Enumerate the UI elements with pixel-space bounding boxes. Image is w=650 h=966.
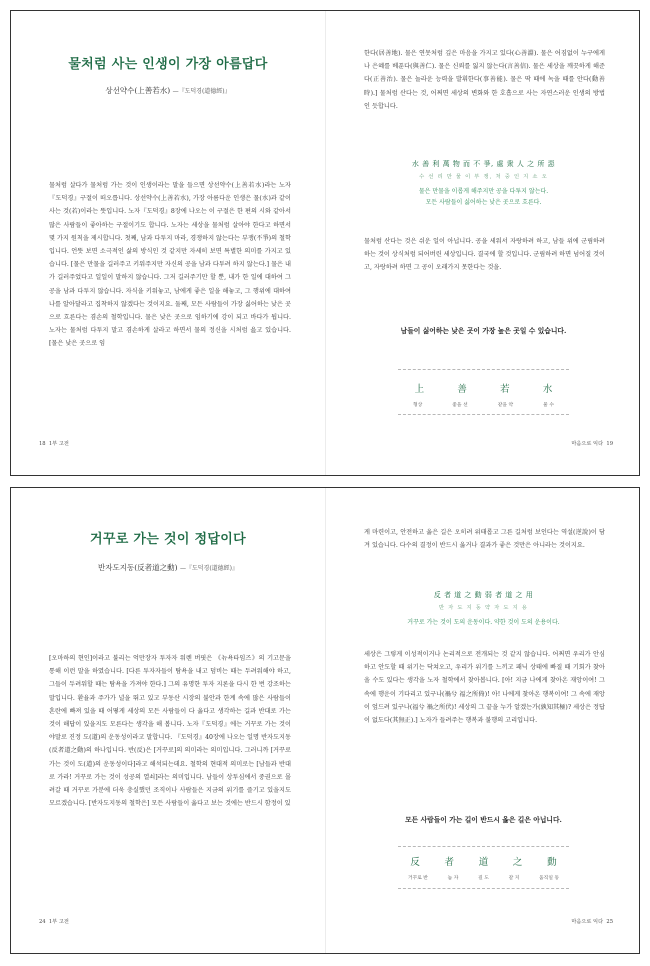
page-number: 19: [606, 441, 613, 447]
hanja-reading: 갈 지: [508, 876, 520, 881]
hanja-reading: 물 수: [543, 403, 554, 408]
quote-translation-line-1: 물은 만물을 이롭게 해주지만 공을 다투지 않는다.: [418, 188, 549, 195]
subtitle-text: 반자도지동(反者道之動): [97, 563, 178, 572]
divider-bottom: [398, 888, 569, 889]
quote-reading: 수 선 리 만 물 이 부 쟁, 처 중 인 지 소 오: [419, 174, 548, 180]
hanja-characters: [398, 381, 569, 395]
hanja-reading: 같을 약: [497, 403, 514, 408]
book-spread-2: [10, 487, 640, 954]
hanja-char: 水: [542, 384, 553, 395]
quote-block: [362, 159, 605, 208]
body-text-top: 게 마련이고, 안전하고 옳은 길은 오히려 위태롭고 그른 길처럼 보인다는 역설(逆說)이 담겨 있습니다. 다수의 결정이 반드시 옳거나 결과가 좋은 것만은 아니라는 것이지요.: [364, 529, 605, 550]
quote-translation: [362, 617, 605, 628]
book-spread-1: [10, 10, 640, 476]
quote-translation-line-1: 거꾸로 가는 것이 도의 운동이다. 약한 것이 도의 운용이다.: [407, 619, 560, 626]
quote-hanja: 水 善 利 萬 物 而 不 爭, 處 衆 人 之 所 惡: [411, 160, 556, 168]
subtitle-text: 상선약수(上善若水): [105, 86, 171, 95]
page-footer: [39, 440, 69, 447]
chapter-title: 물처럼 사는 인생이 가장 아름답다: [68, 57, 268, 72]
highlight-sentence: 모든 사람들이 가는 길이 반드시 옳은 길은 아닙니다.: [405, 816, 562, 824]
page-footer: [571, 918, 613, 925]
page-footer: [39, 918, 69, 925]
hanja-char: 者: [444, 857, 455, 868]
page-number: 25: [606, 919, 613, 925]
hanja-reading: 좋을 선: [452, 403, 468, 408]
hanja-char: 反: [410, 857, 420, 868]
highlight-sentence: 남들이 싫어하는 낮은 곳이 가장 높은 곳일 수 있습니다.: [400, 327, 567, 335]
hanja-readings: [398, 874, 569, 881]
page-number: 24: [39, 919, 46, 925]
hanja-char: 之: [512, 857, 523, 868]
chapter-subtitle: [11, 85, 325, 96]
hanja-char: 善: [457, 384, 467, 395]
quote-block: [362, 590, 605, 628]
divider-top: [398, 846, 569, 847]
quote-translation: [362, 186, 605, 208]
subtitle-source: —『도덕경(道德經)』: [179, 565, 239, 572]
page-18: [11, 11, 325, 475]
body-text: 물처럼 살다가 물처럼 가는 것이 인생이라는 말을 들으면 상선약수(上善若水)라는 노자『도덕경』구절이 떠오릅니다. 상선약수(上善若水), 가장 아름다운 인생은 물(水)과 같이 사는 것(若)이라는 뜻입니다. 노자『도덕경』8장에 나오는 이 구절은 한 편의 시와 같아서 많은 사람들이 좋아하는 구절이기도 합니다. 노자는 세상을 물처럼 살아야 한다고 하면서 몇 가지 원칙을 제시합니다. 첫째, 남과 다투지 마라, 경쟁하지 않는다는 부쟁(不爭)의 철학입니다. 언뜻 보면 소극적인 삶의 방식인 것 같지만 자세히 보면 특별한 의미를 가지고 있습니다. [물은 만물을 길러주고 키워주지만 자신의 공을 남과 다투려 하지 않는다.] 물은 내가 길러주었다고 일일이 말하지 않습니다. 그저 길러주기만 할 뿐, 내가 한 일에 대하여 그 공을 남과 다투지 않습니다. 자식을 키워놓고, 남에게 좋은 일을 해놓고, 그 행위에 대하여 나를 알아달라고 집착하지 않겠다는 것이지요. 둘째, 모든 사람들이 가장 싫어하는 낮은 곳으로 흐른다는 겸손의 철학입니다. 물은 낮은 곳으로 임하기에 강이 되고 바다가 됩니다. 노자는 물처럼 다투지 말고 겸손하게 살라고 하면서 물의 정신을 시처럼 읊고 있습니다. [물은 낮은 곳으로 임: [49, 182, 291, 348]
page-number: 18: [39, 441, 46, 447]
page-19: [326, 11, 641, 475]
hanja-reading: 거꾸로 반: [407, 876, 428, 881]
hanja-reading: 형상: [413, 403, 423, 408]
subtitle-source: —『도덕경(道德經)』: [172, 88, 231, 95]
body-text-middle: 물처럼 산다는 것은 쉬운 일이 아닙니다. 공을 세워서 자랑하려 하고, 남들 위에 군림하려 하는 것이 상식처럼 되어버린 세상입니다. 결국에 할 것입니다. 군림하려 하면 넘어질 것이고, 자랑하려 하면 그 공이 오래가지 못한다는 것을.: [364, 238, 605, 272]
quote-translation-line-2: 모든 사람들이 싫어하는 낮은 곳으로 흐른다.: [425, 199, 542, 206]
chapter-subtitle: [11, 562, 325, 573]
hanja-char: 上: [414, 384, 425, 395]
section-name: 1부 고전: [48, 919, 69, 925]
body-text: [오마하의 현인]이라고 불리는 억만장자 투자자 워렌 버핏은 《뉴욕타임즈》의 기고문을 통해 이런 말을 하였습니다. [다른 투자자들이 탐욕을 내고 덤비는 때는 두려워해야 하고, 그들이 두려워할 때는 탐욕을 가져야 한다.] 그의 유명한 투자 지론을 다시 한 번 강조하는 말입니다. 환율과 주가가 널을 뛰고 있고 부동산 시장의 불안과 한계 속에 많은 사람들이 혼란에 빠져 있을 때 어떻게 세상의 모든 사람들이 다 옳다고 생각하는 길과 반대로 가는 것이 해답이 있을지도 모른다는 생각을 해 봅니다. 노자『도덕경』에는 거꾸로 가는 것이야말로 진정 도(道)의 운동성이라고 말합니다. 『도덕경』40장에 나오는 일명 반자도지동(反者道之動)의 하나입니다. 반(反)은 [거꾸로]의 의미라는 의미입니다. 그러니까 [거꾸로 가는 것이 도(道)의 운동성이다]라고 해석되는데요. 철학의 현대적 의미로는 [남들과 반대로 가라! 거꾸로 가는 것이 성공의 열쇠]라는 의미입니다. 남들이 상투심에서 중권으로 몰려갈 때 거꾸로 가분에 더욱 충실했던 조직이나 사람들은 지금의 위기를 즐기고 있을지도 모르겠습니다. [반자도지동의 철학은] 모든 사람들이 옳다고 보는 것에는 반드시 함정이 있: [49, 655, 291, 808]
hanja-reading: 움직일 동: [539, 876, 560, 881]
divider-bottom: [398, 414, 569, 415]
quote-hanja: 反 者 道 之 動 弱 者 道 之 用: [433, 591, 534, 599]
divider-top: [398, 369, 569, 370]
section-name: 마음으로 익다: [571, 441, 604, 447]
hanja-char: 道: [478, 857, 489, 868]
chapter-title: 거꾸로 가는 것이 정답이다: [90, 532, 246, 547]
quote-reading: 반 자 도 지 동 약 자 도 지 용: [438, 605, 529, 611]
hanja-char: 動: [547, 857, 557, 868]
hanja-characters: [398, 854, 569, 868]
page-25: [326, 488, 641, 953]
hanja-readings: [398, 401, 569, 408]
page-footer: [571, 440, 613, 447]
body-text-top: 한다(居善地). 물은 연못처럼 깊은 마음을 가지고 있다(心善淵). 물은 어짐없이 누구에게나 은혜를 베푼다(與善仁). 물은 신뢰를 잃지 않는다(言善信). 물은 세상을 깨끗하게 해준다(正善治). 물은 놀라운 능력을 발휘한다(事善能). 물은 딱 때에 녹을 때를 안다(動善時).] 물처럼 산다는 것, 어쩌면 세상의 변화와 한 호흡으로 사는 자연스러운 인생의 방법인 듯합니다.: [364, 50, 605, 110]
section-name: 마음으로 익다: [571, 919, 604, 925]
page-24: [11, 488, 325, 953]
hanja-char: 若: [500, 384, 510, 395]
body-text-middle: 세상은 그렇게 이성적이거나 논리적으로 전개되는 것 같지 않습니다. 어쩌면 우리가 안심하고 안도할 때 위기는 닥쳐오고, 우리가 위기를 느끼고 패닉 상태에 빠질 때 기회가 찾아올 수도 있다는 생각을 노자 철학에서 찾아봅니다. [아! 지금 나에게 찾아온 재앙이여! 그 속에 행운이 기다리고 있구나(禍兮 福之所倚)! 아! 나에게 찾아온 행복이여! 그 속에 재앙이 엎드려 있구나(福兮 禍之所伏)! 세상의 그 끝을 누가 알겠는가(孰知其極)? 세상은 정답이 없도다(其無正).] 노자가 들려주는 행복과 불행의 고리입니다.: [364, 651, 605, 725]
section-name: 1부 고전: [48, 441, 69, 447]
hanja-reading: 길 도: [478, 876, 489, 881]
hanja-reading: 놈 자: [447, 876, 459, 881]
